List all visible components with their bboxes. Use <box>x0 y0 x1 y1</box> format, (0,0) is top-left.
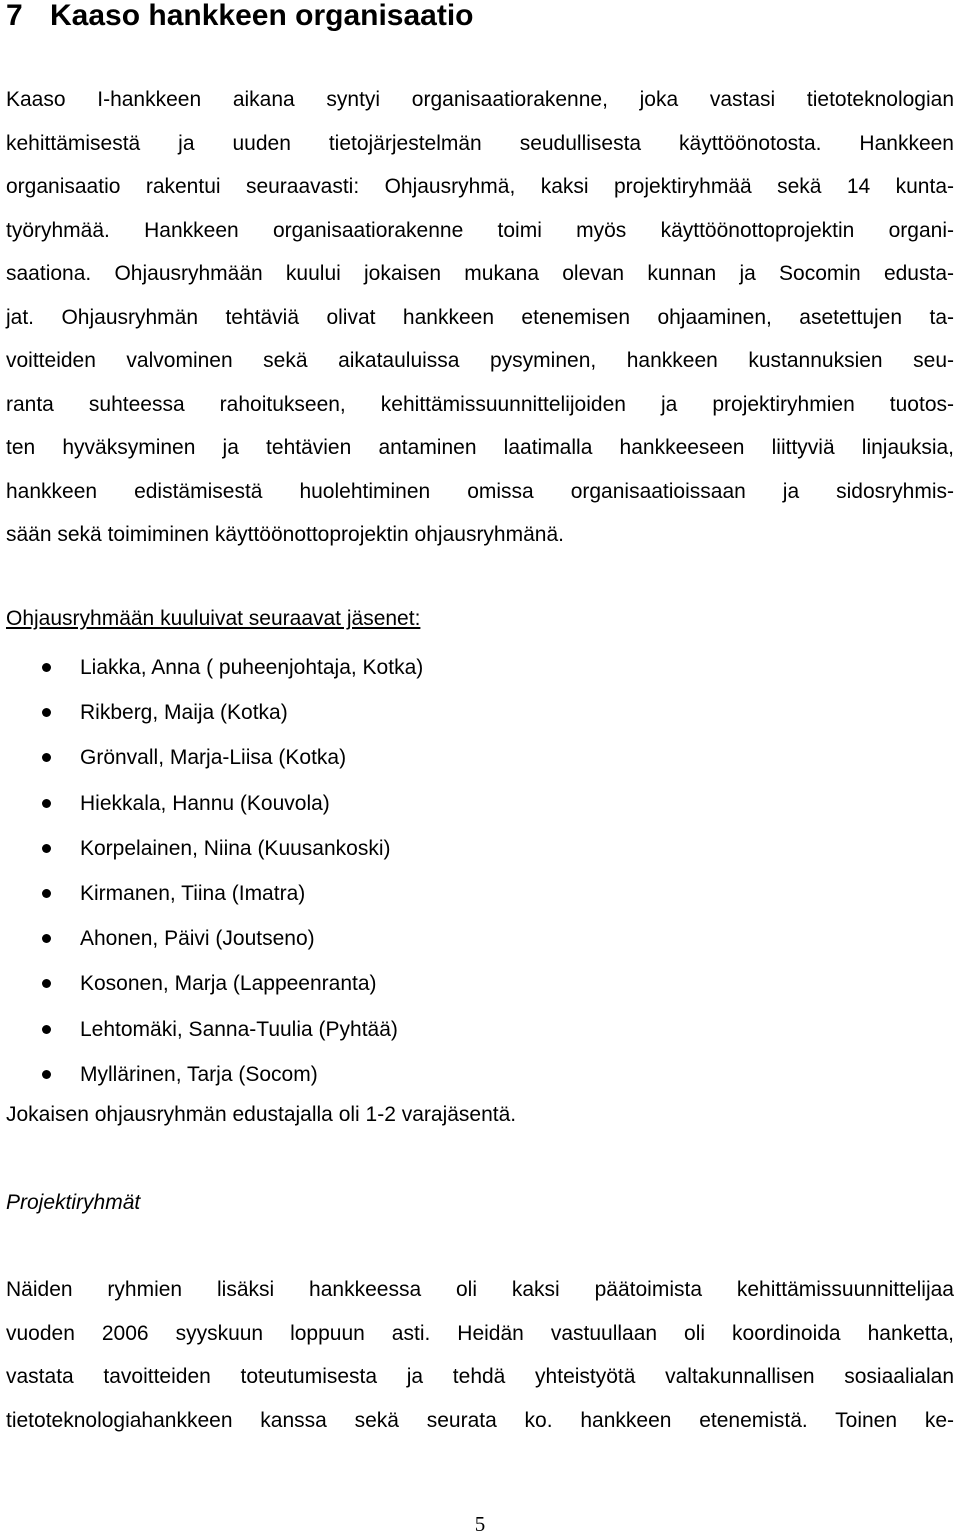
bullet-icon <box>42 708 51 717</box>
intro-line: Kaaso I-hankkeen aikana syntyi organisaatiorakenne, joka vastasi tietoteknologian <box>6 88 954 111</box>
chapter-number: 7 <box>6 0 23 32</box>
members-heading: Ohjausryhmään kuuluivat seuraavat jäsenet: <box>6 607 421 630</box>
intro-line: hankkeen edistämisestä huolehtiminen omissa organisaatioissaan ja sidosryhmis- <box>6 479 954 503</box>
intro-line: sään sekä toimiminen käyttöönottoprojektin ohjausryhmänä. <box>6 523 564 546</box>
bullet-icon <box>42 844 51 853</box>
member-name: Myllärinen, Tarja (Socom) <box>80 1062 318 1086</box>
intro-line: organisaatio rakentui seuraavasti: Ohjausryhmä, kaksi projektiryhmää sekä 14 kunta- <box>6 175 954 198</box>
projects-line: Näiden ryhmien lisäksi hankkeessa oli kaksi päätoimista kehittämissuunnittelijaa <box>6 1278 954 1301</box>
member-name: Hiekkala, Hannu (Kouvola) <box>80 791 330 815</box>
intro-line: jat. Ohjausryhmän tehtäviä olivat hankkeen etenemisen ohjaaminen, asetettujen ta- <box>6 305 954 329</box>
intro-line: ten hyväksyminen ja tehtävien antaminen laatimalla hankkeeseen liittyviä linjauksia, <box>6 436 954 459</box>
intro-line: työryhmää. Hankkeen organisaatiorakenne toimi myös käyttöönottoprojektin organi- <box>6 218 954 242</box>
bullet-icon <box>42 934 51 943</box>
member-name: Lehtomäki, Sanna-Tuulia (Pyhtää) <box>80 1017 398 1041</box>
bullet-icon <box>42 663 51 672</box>
member-name: Grönvall, Marja-Liisa (Kotka) <box>80 746 347 770</box>
alternates-note: Jokaisen ohjausryhmän edustajalla oli 1-2 varajäsentä. <box>6 1103 517 1126</box>
intro-line: voitteiden valvominen sekä aikatauluissa pysyminen, hankkeen kustannuksien seu- <box>6 349 954 372</box>
member-name: Kirmanen, Tiina (Imatra) <box>80 881 306 905</box>
intro-line: kehittämisestä ja uuden tietojärjestelmän seudullisesta käyttöönotosta. Hankkeen <box>6 131 954 155</box>
member-name: Ahonen, Päivi (Joutseno) <box>80 927 315 951</box>
chapter-title: Kaaso hankkeen organisaatio <box>50 0 474 32</box>
member-name: Korpelainen, Niina (Kuusankoski) <box>80 836 391 860</box>
projects-line: tietoteknologiahankkeen kanssa sekä seurata ko. hankkeen etenemistä. Toinen ke- <box>6 1408 954 1432</box>
member-name: Liakka, Anna ( puheenjohtaja, Kotka) <box>80 656 424 679</box>
bullet-icon <box>42 889 51 898</box>
intro-line: saationa. Ohjausryhmään kuului jokaisen mukana olevan kunnan ja Socomin edusta- <box>6 262 954 285</box>
bullet-icon <box>42 799 51 808</box>
projects-line: vuoden 2006 syyskuun loppuun asti. Heidän vastuullaan oli koordinoida hanketta, <box>6 1321 954 1345</box>
member-name: Rikberg, Maija (Kotka) <box>80 701 288 725</box>
chapter-heading <box>6 0 474 34</box>
bullet-icon <box>42 753 51 762</box>
intro-paragraph <box>6 78 954 557</box>
member-name: Kosonen, Marja (Lappeenranta) <box>80 972 377 996</box>
projects-line: vastata tavoitteiden toteutumisesta ja tehdä yhteistyötä valtakunnallisen sosiaalialan <box>6 1365 954 1388</box>
projects-paragraph <box>6 1268 954 1442</box>
projects-heading: Projektiryhmät <box>6 1191 141 1214</box>
bullet-icon <box>42 1070 51 1079</box>
bullet-icon <box>42 1025 51 1034</box>
bullet-icon <box>42 979 51 988</box>
page-number: 5 <box>474 1512 486 1536</box>
intro-line: ranta suhteessa rahoitukseen, kehittämissuunnittelijoiden ja projektiryhmien tuotos- <box>6 392 954 416</box>
